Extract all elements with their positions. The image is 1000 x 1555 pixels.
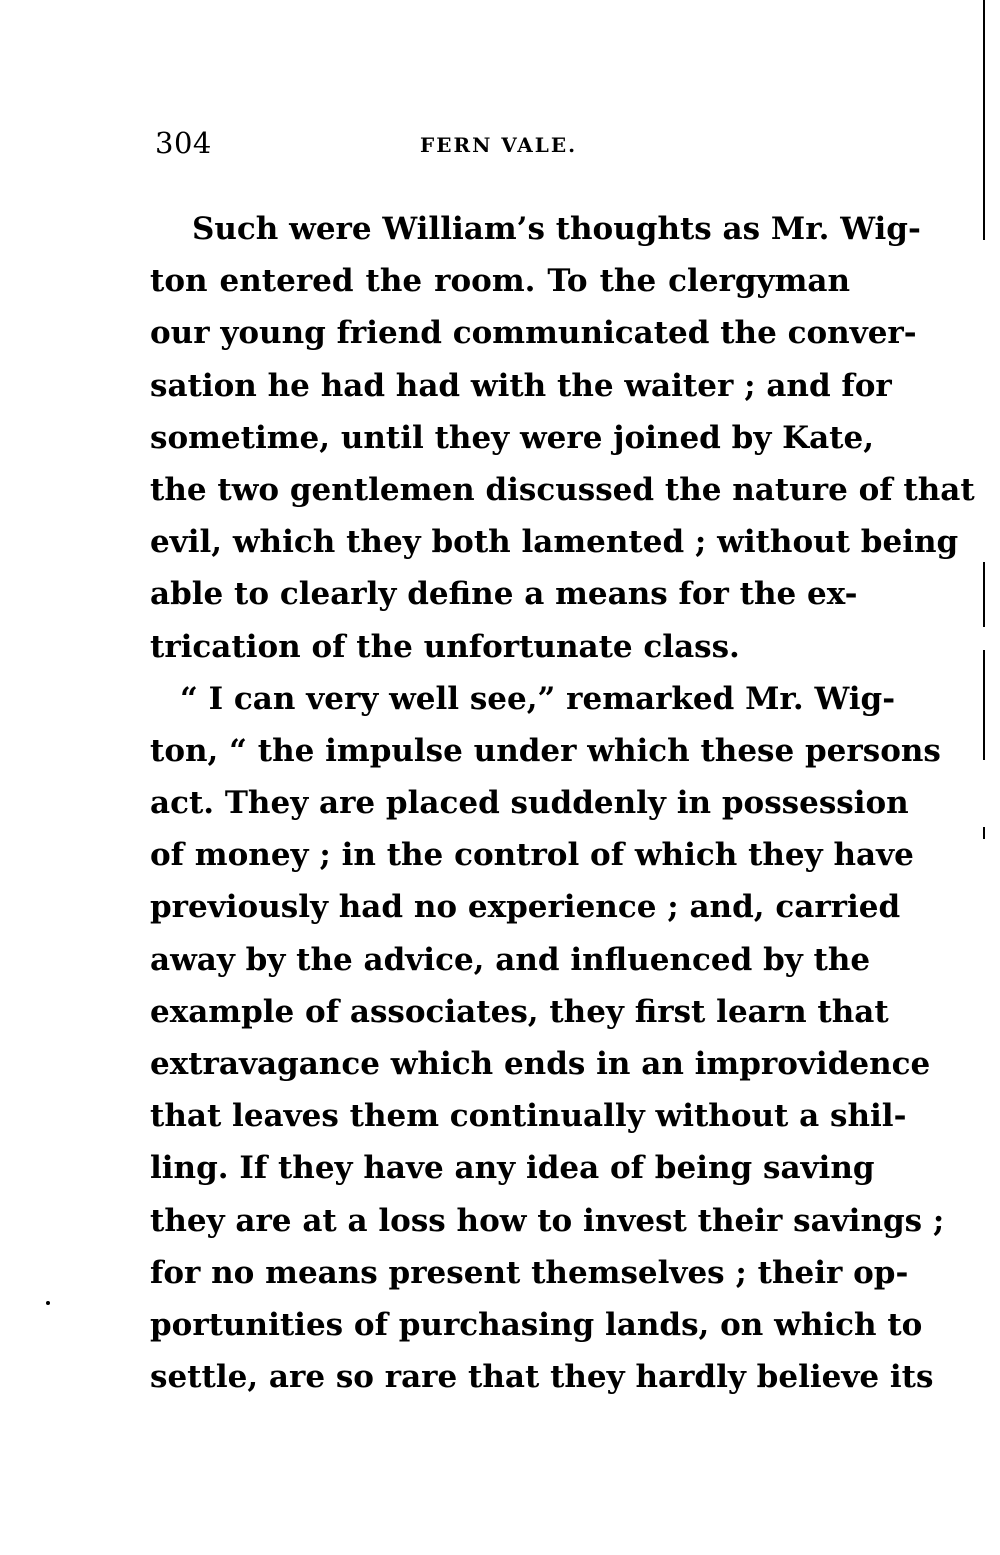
text-line: sometime, until they were joined by Kate, [150,419,874,456]
scan-edge-line [983,0,985,240]
running-title: FERN VALE. [420,133,578,157]
text-line: act. They are placed suddenly in possession [150,785,909,822]
text-line: extravagance which ends in an improvidence [150,1046,931,1082]
scan-edge-line [983,827,985,839]
text-line: example of associates, they first learn that [150,993,889,1030]
text-line: ton, “ the impulse under which these persons [150,732,941,769]
text-line: settle, are so rare that they hardly believe its [150,1359,934,1396]
paragraph-2 [150,673,945,1404]
text-line: away by the advice, and influenced by the [150,941,871,978]
scan-edge-line [983,562,985,627]
text-line: ton entered the room. To the clergyman [150,263,850,300]
text-line: previously had no experience ; and, carried [150,889,901,926]
text-line: able to clearly define a means for the ex- [150,576,858,613]
scan-edge-line [983,650,985,760]
paragraph-1 [150,203,975,673]
page-number: 304 [155,126,212,160]
text-line: the two gentlemen discussed the nature of that [150,471,975,508]
body-text [150,203,975,1403]
text-line: “ I can very well see,” remarked Mr. Wig- [180,680,896,717]
text-line: portunities of purchasing lands, on which to [150,1306,923,1343]
text-line: for no means present themselves ; their op- [150,1254,909,1291]
text-line: trication of the unfortunate class. [150,628,740,665]
text-line: sation he had had with the waiter ; and for [150,367,892,404]
text-line: ling. If they have any idea of being saving [150,1150,875,1187]
text-line: they are at a loss how to invest their savings ; [150,1202,945,1239]
text-line: of money ; in the control of which they have [150,837,914,874]
text-line: that leaves them continually without a shil- [150,1098,907,1135]
scan-speck [46,1301,50,1305]
text-line: evil, which they both lamented ; without being [150,524,959,561]
text-line: our young friend communicated the conver- [150,315,917,352]
text-line: Such were William’s thoughts as Mr. Wig- [192,211,921,247]
